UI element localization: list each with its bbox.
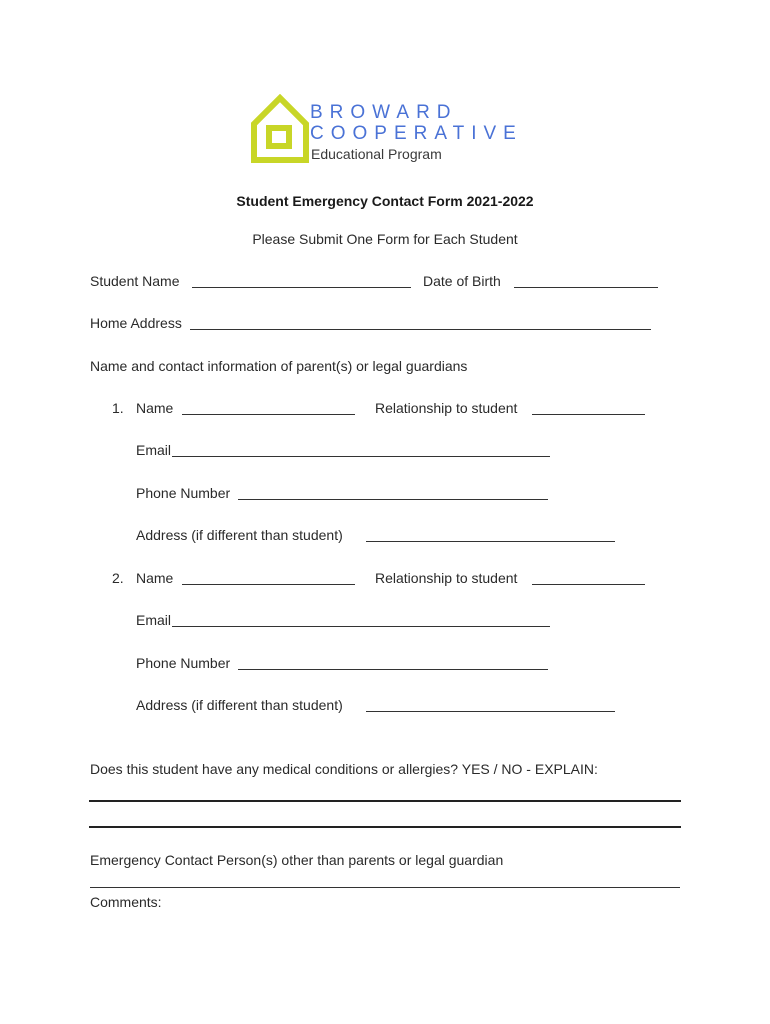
guardian-2-email-field[interactable] <box>172 626 550 627</box>
emergency-contact-label: Emergency Contact Person(s) other than parents or legal guardian <box>90 852 504 868</box>
guardian-1-address-field[interactable] <box>366 541 615 542</box>
guardian-2-name-field[interactable] <box>182 584 355 585</box>
guardian-1-relationship-label: Relationship to student <box>375 400 518 416</box>
guardian-2-relationship-label: Relationship to student <box>375 570 518 586</box>
guardian-2-number: 2. <box>112 570 124 586</box>
guardian-1-phone-label: Phone Number <box>136 485 231 501</box>
guardian-2-name-label: Name <box>136 570 174 586</box>
guardian-1-email-field[interactable] <box>172 456 550 457</box>
guardian-2-phone-field[interactable] <box>238 669 548 670</box>
guardian-1-email-label: Email <box>136 442 172 458</box>
logo-text-broward: BROWARD <box>310 102 458 123</box>
medical-explain-line-2[interactable] <box>89 826 681 828</box>
comments-label: Comments: <box>90 894 162 910</box>
guardian-1-name-label: Name <box>136 400 174 416</box>
student-name-field[interactable] <box>192 287 411 288</box>
guardians-heading: Name and contact information of parent(s) or legal guardians <box>90 358 468 374</box>
logo-text-cooperative: COOPERATIVE <box>310 123 523 144</box>
logo-text-program: Educational Program <box>311 146 442 162</box>
house-logo-icon <box>250 94 310 164</box>
dob-label: Date of Birth <box>423 273 501 289</box>
guardian-1-name-field[interactable] <box>182 414 355 415</box>
form-subtitle: Please Submit One Form for Each Student <box>252 231 518 247</box>
form-title: Student Emergency Contact Form 2021-2022 <box>236 193 534 209</box>
home-address-label: Home Address <box>90 315 182 331</box>
guardian-1-address-label: Address (if different than student) <box>136 527 343 543</box>
guardian-1-relationship-field[interactable] <box>532 414 645 415</box>
guardian-2-email-label: Email <box>136 612 172 628</box>
guardian-2-relationship-field[interactable] <box>532 584 645 585</box>
medical-question-label: Does this student have any medical conditions or allergies? YES / NO - EXPLAIN: <box>90 761 598 777</box>
guardian-2-address-label: Address (if different than student) <box>136 697 343 713</box>
dob-field[interactable] <box>514 287 658 288</box>
home-address-field[interactable] <box>190 329 651 330</box>
guardian-1-number: 1. <box>112 400 124 416</box>
guardian-1-phone-field[interactable] <box>238 499 548 500</box>
guardian-2-address-field[interactable] <box>366 711 615 712</box>
student-name-label: Student Name <box>90 273 180 289</box>
guardian-2-phone-label: Phone Number <box>136 655 231 671</box>
medical-explain-line-1[interactable] <box>89 800 681 802</box>
emergency-contact-field[interactable] <box>90 887 680 888</box>
broward-logo <box>250 94 523 166</box>
